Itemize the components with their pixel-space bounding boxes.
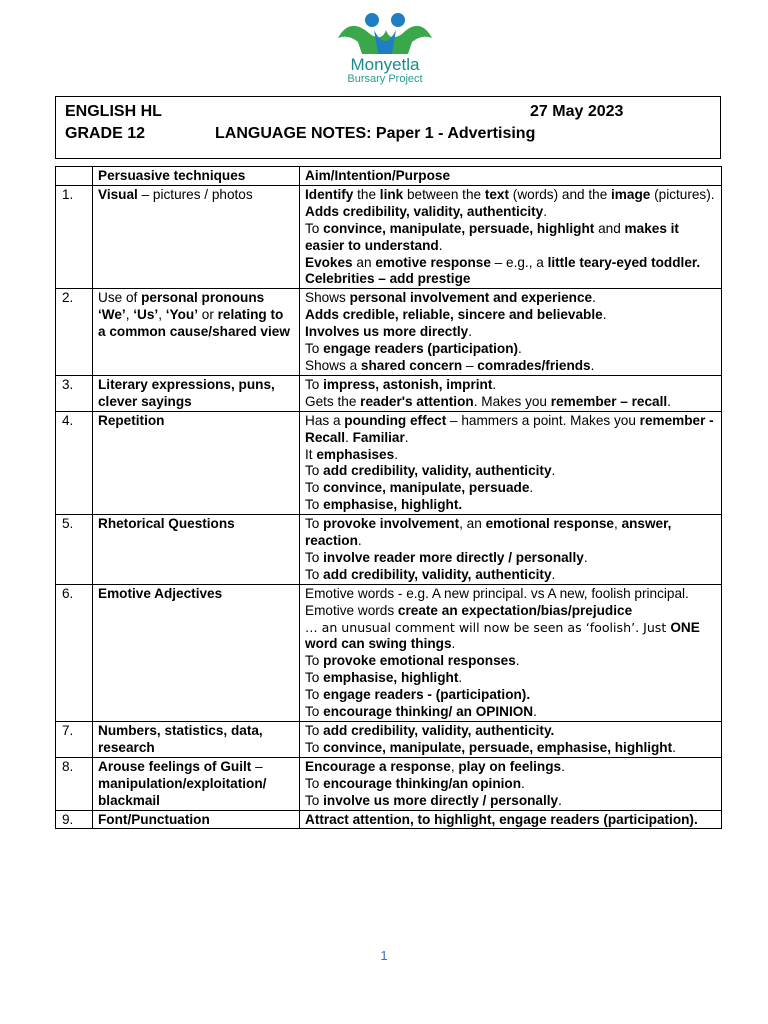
text-segment: convince, manipulate, persuade, emphasise, highlight — [323, 739, 673, 755]
aim-line — [305, 776, 716, 793]
text-segment: provoke involvement — [323, 516, 460, 532]
text-segment: . — [533, 704, 537, 720]
page-number: 1 — [380, 948, 388, 963]
document-header — [55, 96, 721, 159]
text-segment: . — [561, 758, 565, 774]
text-segment: Arouse feelings of Guilt — [98, 758, 252, 774]
logo-title: Monyetla — [350, 55, 420, 74]
text-segment: To — [305, 792, 324, 808]
text-segment: . — [583, 549, 588, 565]
technique-cell — [93, 185, 300, 288]
text-segment: To — [305, 566, 324, 582]
text-segment: personal pronouns ‘We’ — [98, 290, 265, 323]
notes-table — [55, 166, 722, 829]
text-segment: Font/Punctuation — [98, 811, 210, 827]
text-segment: To — [305, 704, 324, 720]
aim-line — [305, 670, 716, 687]
text-segment: Shows a — [305, 357, 361, 373]
aim-line — [305, 550, 716, 567]
text-segment: ONE word can swing things — [305, 619, 700, 652]
text-segment: – — [462, 357, 478, 373]
text-segment: impress, astonish, imprint — [323, 376, 493, 392]
text-segment: . — [551, 566, 556, 582]
text-segment: . — [667, 393, 671, 409]
text-segment: convince, manipulate, persuade — [323, 480, 530, 496]
monyetla-logo — [330, 8, 440, 86]
text-segment: To — [305, 516, 324, 532]
text-segment: To — [305, 463, 324, 479]
text-segment: . — [672, 739, 676, 755]
aim-line — [305, 723, 716, 740]
row-number: 9. — [56, 810, 93, 829]
text-segment: Emotive words — [305, 602, 398, 618]
table-row — [56, 515, 722, 585]
text-segment: . — [458, 670, 463, 686]
text-segment: shared concern — [360, 357, 463, 373]
row-number: 1. — [56, 185, 93, 288]
text-segment: . — [468, 324, 472, 340]
text-segment: add credibility, validity, authenticity — [323, 463, 552, 479]
technique-cell — [93, 722, 300, 758]
text-segment: Encourage a response — [305, 758, 451, 774]
text-segment: . — [451, 636, 456, 652]
aim-line — [305, 620, 716, 654]
text-segment: To — [305, 653, 324, 669]
text-segment: remember - Recall — [305, 412, 714, 445]
aim-line — [305, 516, 716, 550]
text-segment: Adds credibility, validity, authenticity — [305, 203, 544, 219]
text-segment: . — [394, 446, 398, 462]
aim-line — [305, 759, 716, 776]
text-segment: Adds credible, reliable, sincere and believable — [305, 307, 603, 323]
text-segment: . — [551, 463, 556, 479]
text-segment: involve us more directly / personally — [323, 792, 559, 808]
aim-line — [305, 394, 716, 411]
text-segment: – hammers a point. Makes you — [446, 412, 640, 428]
text-segment: . — [438, 237, 443, 253]
text-segment: encourage thinking/ an OPINION — [323, 704, 534, 720]
text-segment: Rhetorical Questions — [98, 516, 235, 532]
aim-line — [305, 463, 716, 480]
text-segment: , — [125, 307, 134, 323]
text-segment: comrades/friends — [477, 357, 591, 373]
document-title: LANGUAGE NOTES: Paper 1 - Advertising — [215, 125, 536, 142]
text-segment: Familiar — [352, 429, 405, 445]
grade-label: GRADE 12 — [65, 125, 146, 142]
text-segment: Shows — [305, 290, 350, 306]
header-cell-aim: Aim/Intention/Purpose — [300, 167, 722, 186]
aim-line — [305, 324, 716, 341]
aim-line — [305, 255, 716, 272]
aim-line — [305, 413, 716, 447]
text-segment: pounding effect — [344, 412, 447, 428]
technique-cell — [93, 411, 300, 514]
technique-cell — [93, 289, 300, 376]
text-segment: manipulation/exploitation/ blackmail — [98, 775, 267, 808]
text-segment: – e.g., a — [490, 254, 548, 270]
text-segment: Emotive Adjectives — [98, 585, 223, 601]
header-cell-number — [56, 167, 93, 186]
aim-cell — [300, 515, 722, 585]
aim-line — [305, 290, 716, 307]
aim-line — [305, 341, 716, 358]
text-segment: Use of — [98, 290, 142, 306]
text-segment: . — [592, 290, 596, 306]
table-row — [56, 375, 722, 411]
aim-line — [305, 812, 716, 829]
text-segment: , an — [459, 516, 486, 532]
row-number: 4. — [56, 411, 93, 514]
text-segment: personal involvement and experience — [349, 290, 593, 306]
aim-line — [305, 653, 716, 670]
table-row — [56, 810, 722, 829]
text-segment: To — [305, 687, 324, 703]
row-number: 6. — [56, 584, 93, 721]
text-segment: Gets the — [305, 393, 361, 409]
text-segment: text — [484, 186, 510, 202]
text-segment: (pictures). — [650, 186, 715, 202]
text-segment: To — [305, 775, 324, 791]
technique-cell — [93, 757, 300, 810]
row-number: 7. — [56, 722, 93, 758]
text-segment: . — [357, 533, 362, 549]
text-segment: image — [611, 186, 651, 202]
aim-line — [305, 586, 716, 603]
text-segment: add credibility, validity, authenticity — [323, 566, 552, 582]
aim-cell — [300, 757, 722, 810]
text-segment: emphasises — [316, 446, 395, 462]
text-segment: an — [352, 254, 376, 270]
text-segment: . — [558, 792, 562, 808]
text-segment: … an unusual comment will now be seen as ‘foolish’. Just — [305, 619, 671, 635]
text-segment: – — [251, 758, 263, 774]
text-segment: emphasise, highlight. — [323, 497, 463, 513]
text-segment: Literary expressions, puns, clever sayings — [98, 376, 275, 409]
aim-cell — [300, 411, 722, 514]
text-segment: engage readers (participation) — [323, 341, 519, 357]
row-number: 5. — [56, 515, 93, 585]
text-segment: To — [305, 739, 324, 755]
text-segment: Numbers, statistics, data, research — [98, 723, 263, 755]
table-row — [56, 289, 722, 376]
text-segment: emotive response — [375, 254, 491, 270]
text-segment: Emotive words - e.g. A new principal. vs A new, foolish principal. — [305, 585, 689, 601]
technique-cell — [93, 515, 300, 585]
aim-cell — [300, 289, 722, 376]
text-segment: . — [515, 653, 520, 669]
header-cell-techniques: Persuasive techniques — [93, 167, 300, 186]
aim-line — [305, 704, 716, 721]
text-segment: . Makes you — [473, 393, 551, 409]
text-segment: Visual — [98, 186, 138, 202]
technique-cell — [93, 810, 300, 829]
text-segment: To — [305, 220, 324, 236]
technique-cell — [93, 375, 300, 411]
technique-cell — [93, 584, 300, 721]
text-segment: It — [305, 446, 317, 462]
text-segment: the — [353, 186, 380, 202]
text-segment: . — [529, 480, 534, 496]
aim-cell — [300, 584, 722, 721]
text-segment: To — [305, 723, 324, 738]
text-segment: , — [614, 516, 622, 532]
aim-cell — [300, 185, 722, 288]
text-segment: . — [602, 307, 607, 323]
text-segment: emphasise, highlight — [323, 670, 459, 686]
aim-line — [305, 377, 716, 394]
text-segment: little teary-eyed toddler. — [547, 254, 701, 270]
text-segment: . — [543, 203, 547, 219]
text-segment: answer, reaction — [305, 516, 672, 549]
aim-line — [305, 603, 716, 620]
aim-line — [305, 740, 716, 757]
aim-cell — [300, 810, 722, 829]
text-segment: To — [305, 376, 324, 392]
text-segment: and — [594, 220, 625, 236]
table-header-row — [56, 167, 722, 186]
text-segment: Repetition — [98, 412, 165, 428]
text-segment: reader's attention — [360, 393, 474, 409]
text-segment: remember – recall — [550, 393, 668, 409]
text-segment: play on feelings — [458, 758, 562, 774]
text-segment: (words) and the — [509, 186, 612, 202]
aim-line — [305, 567, 716, 584]
text-segment: create an expectation/bias/prejudice — [397, 602, 633, 618]
text-segment: provoke emotional responses — [323, 653, 516, 669]
text-segment: ‘You’ — [165, 307, 198, 323]
table-row — [56, 185, 722, 288]
logo-subtitle: Bursary Project — [347, 73, 423, 85]
text-segment: add credibility, validity, authenticity. — [323, 723, 555, 738]
text-segment: To — [305, 480, 324, 496]
text-segment: . — [521, 775, 525, 791]
text-segment: involve reader more directly / personally — [323, 549, 584, 565]
row-number: 2. — [56, 289, 93, 376]
aim-line — [305, 793, 716, 810]
row-number: 3. — [56, 375, 93, 411]
text-segment: . — [590, 357, 595, 373]
text-segment: – pictures / photos — [137, 186, 253, 202]
aim-line — [305, 221, 716, 255]
aim-cell — [300, 375, 722, 411]
text-segment: . — [518, 341, 522, 357]
text-segment: , — [450, 758, 459, 774]
text-segment: . — [492, 376, 497, 392]
text-segment: To — [305, 670, 324, 686]
text-segment: Involves us more directly — [305, 324, 469, 340]
aim-line — [305, 358, 716, 375]
aim-line — [305, 480, 716, 497]
table-row — [56, 757, 722, 810]
text-segment: engage readers - (participation). — [323, 687, 531, 703]
aim-line — [305, 447, 716, 464]
table-row — [56, 722, 722, 758]
row-number: 8. — [56, 757, 93, 810]
text-segment: To — [305, 549, 324, 565]
text-segment: between the — [403, 186, 485, 202]
aim-cell — [300, 722, 722, 758]
text-segment: Attract attention, to highlight, engage readers (participation). — [305, 811, 698, 827]
text-segment: emotional response — [485, 516, 614, 532]
aim-line — [305, 204, 716, 221]
text-segment: . — [404, 429, 409, 445]
aim-line — [305, 497, 716, 514]
text-segment: ‘Us’ — [133, 307, 159, 323]
aim-line — [305, 271, 716, 288]
table-row — [56, 411, 722, 514]
text-segment: , — [158, 307, 166, 323]
text-segment: To — [305, 341, 324, 357]
text-segment: Identify — [305, 186, 354, 202]
text-segment: link — [379, 186, 404, 202]
text-segment: Celebrities – add prestige — [305, 271, 471, 287]
date-label: 27 May 2023 — [530, 103, 624, 120]
aim-line — [305, 187, 716, 204]
text-segment: or — [197, 307, 218, 323]
table-row — [56, 584, 722, 721]
text-segment: To — [305, 497, 324, 513]
text-segment: relating to a common cause/shared view — [98, 307, 290, 340]
aim-line — [305, 687, 716, 704]
text-segment: Has a — [305, 412, 345, 428]
text-segment: encourage thinking/an opinion — [323, 775, 522, 791]
logo-figures-icon — [330, 8, 440, 58]
text-segment: . — [345, 429, 353, 445]
subject-label: ENGLISH HL — [65, 103, 162, 120]
text-segment: makes it easier to understand — [305, 220, 679, 253]
aim-line — [305, 307, 716, 324]
text-segment: convince, manipulate, persuade, highlight — [323, 220, 595, 236]
text-segment: Evokes — [305, 254, 353, 270]
